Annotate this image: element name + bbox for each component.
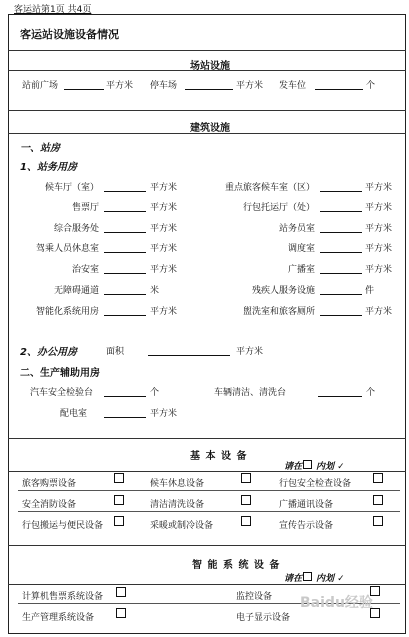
- equipment-label: 采暖或制冷设备: [150, 521, 214, 531]
- divider: [18, 511, 400, 512]
- room-label: 广播室: [287, 265, 315, 275]
- unit: 平方米: [150, 265, 178, 275]
- equipment-label: 广播通讯设备: [279, 500, 334, 510]
- buildings-heading: 建筑设施: [190, 123, 230, 134]
- equipment-checkbox[interactable]: [373, 495, 383, 505]
- room-label: 汽车安全检验台: [30, 388, 94, 398]
- basic-heading: 基 本 设 备: [190, 451, 248, 462]
- room-label: 智能化系统用房: [35, 307, 99, 317]
- unit: 平方米: [150, 409, 178, 419]
- input-line[interactable]: [320, 232, 362, 233]
- input-line[interactable]: [320, 191, 362, 192]
- unit: 平方米: [150, 307, 178, 317]
- page-title: 客运站设施设备情况: [20, 28, 119, 41]
- input-line[interactable]: [104, 211, 146, 212]
- input-line[interactable]: [320, 294, 362, 295]
- input-line[interactable]: [185, 89, 233, 90]
- unit: 个: [366, 388, 376, 398]
- page-number: 客运站第1页 共4页: [14, 5, 92, 15]
- watermark: Baidu经验: [300, 595, 373, 611]
- input-line[interactable]: [104, 232, 146, 233]
- equipment-label: 行包安全检查设备: [279, 479, 352, 489]
- input-line[interactable]: [104, 191, 146, 192]
- legend-text: 请在: [284, 462, 303, 472]
- unit: 个: [366, 81, 376, 91]
- equipment-label: 安全消防设备: [22, 500, 77, 510]
- equipment-label: 候车休息设备: [150, 479, 205, 489]
- unit: 平方米: [236, 81, 264, 91]
- input-line[interactable]: [104, 252, 146, 253]
- equipment-checkbox[interactable]: [241, 516, 251, 526]
- unit: 平方米: [150, 244, 178, 254]
- room-label: 调度室: [287, 244, 315, 254]
- input-line[interactable]: [148, 355, 230, 356]
- equipment-label: 清洁清洗设备: [150, 500, 205, 510]
- legend-checkbox: [303, 572, 312, 581]
- input-line[interactable]: [318, 396, 362, 397]
- room-label: 站务员室: [278, 224, 315, 234]
- input-line[interactable]: [320, 211, 362, 212]
- room-label: 候车厅（室）: [44, 183, 99, 193]
- unit: 平方米: [365, 224, 393, 234]
- equipment-label: 监控设备: [236, 592, 273, 602]
- divider: [8, 584, 406, 585]
- unit: 平方米: [365, 265, 393, 275]
- area-label: 面积: [106, 347, 125, 357]
- equipment-checkbox[interactable]: [114, 495, 124, 505]
- room-label: 行包托运厅（处）: [242, 203, 315, 213]
- divider: [8, 545, 406, 546]
- unit: 平方米: [150, 183, 178, 193]
- room-label: 重点旅客候车室（区）: [224, 183, 315, 193]
- legend-text: 内划 ✓: [316, 462, 345, 472]
- equipment-checkbox[interactable]: [241, 495, 251, 505]
- equipment-checkbox[interactable]: [116, 608, 126, 618]
- input-line[interactable]: [104, 417, 146, 418]
- room-label: 盥洗室和旅客厕所: [242, 307, 315, 317]
- unit: 米: [150, 286, 160, 296]
- room-label: 综合服务处: [53, 224, 99, 234]
- unit: 平方米: [365, 244, 393, 254]
- subsection-office: 2、办公用房: [20, 347, 77, 358]
- input-line[interactable]: [104, 294, 146, 295]
- room-label: 售票厅: [71, 203, 99, 213]
- divider: [8, 133, 406, 134]
- unit: 平方米: [150, 203, 178, 213]
- input-line[interactable]: [64, 89, 104, 90]
- room-label: 残疾人服务设施: [251, 286, 315, 296]
- unit: 平方米: [365, 307, 393, 317]
- unit: 平方米: [365, 203, 393, 213]
- unit: 平方米: [150, 224, 178, 234]
- equipment-label: 电子显示设备: [236, 613, 291, 623]
- unit: 平方米: [365, 183, 393, 193]
- equipment-label: 旅客购票设备: [22, 479, 77, 489]
- input-line[interactable]: [315, 89, 363, 90]
- divider: [8, 471, 406, 472]
- unit: 平方米: [236, 347, 264, 357]
- legend-text: 内划 ✓: [316, 574, 345, 584]
- room-label: 配电室: [60, 409, 88, 419]
- section-station: 一、站房: [20, 143, 60, 154]
- input-line[interactable]: [320, 315, 362, 316]
- unit: 个: [150, 388, 160, 398]
- equipment-checkbox[interactable]: [373, 473, 383, 483]
- room-label: 治安室: [71, 265, 99, 275]
- room-label: 驾乘人员休息室: [35, 244, 99, 254]
- divider: [8, 110, 406, 111]
- equipment-checkbox[interactable]: [116, 587, 126, 597]
- site-label: 发车位: [279, 81, 307, 91]
- equipment-checkbox[interactable]: [373, 516, 383, 526]
- subsection-service: 1、站务用房: [20, 162, 77, 173]
- divider: [8, 438, 406, 439]
- input-line[interactable]: [104, 315, 146, 316]
- divider: [8, 50, 406, 51]
- legend-checkbox: [303, 460, 312, 469]
- site-label: 站前广场: [22, 81, 59, 91]
- input-line[interactable]: [104, 273, 146, 274]
- form-frame: [8, 14, 406, 634]
- site-heading: 场站设施: [190, 61, 230, 72]
- unit: 件: [365, 286, 375, 296]
- room-label: 车辆清洁、清洗台: [214, 388, 287, 398]
- equipment-label: 行包搬运与便民设备: [22, 521, 104, 531]
- input-line[interactable]: [320, 273, 362, 274]
- equipment-label: 生产管理系统设备: [22, 613, 95, 623]
- equipment-label: 宣传告示设备: [279, 521, 334, 531]
- legend-text: 请在: [284, 574, 303, 584]
- section-aux: 二、生产辅助用房: [20, 368, 100, 379]
- equipment-checkbox[interactable]: [114, 473, 124, 483]
- unit: 平方米: [106, 81, 134, 91]
- equipment-checkbox[interactable]: [114, 516, 124, 526]
- divider: [8, 70, 406, 71]
- equipment-checkbox[interactable]: [241, 473, 251, 483]
- input-line[interactable]: [320, 252, 362, 253]
- smart-heading: 智 能 系 统 设 备: [192, 560, 281, 571]
- room-label: 无障碍通道: [53, 286, 99, 296]
- divider: [18, 490, 400, 491]
- site-label: 停车场: [150, 81, 178, 91]
- equipment-label: 计算机售票系统设备: [22, 592, 104, 602]
- input-line[interactable]: [104, 396, 146, 397]
